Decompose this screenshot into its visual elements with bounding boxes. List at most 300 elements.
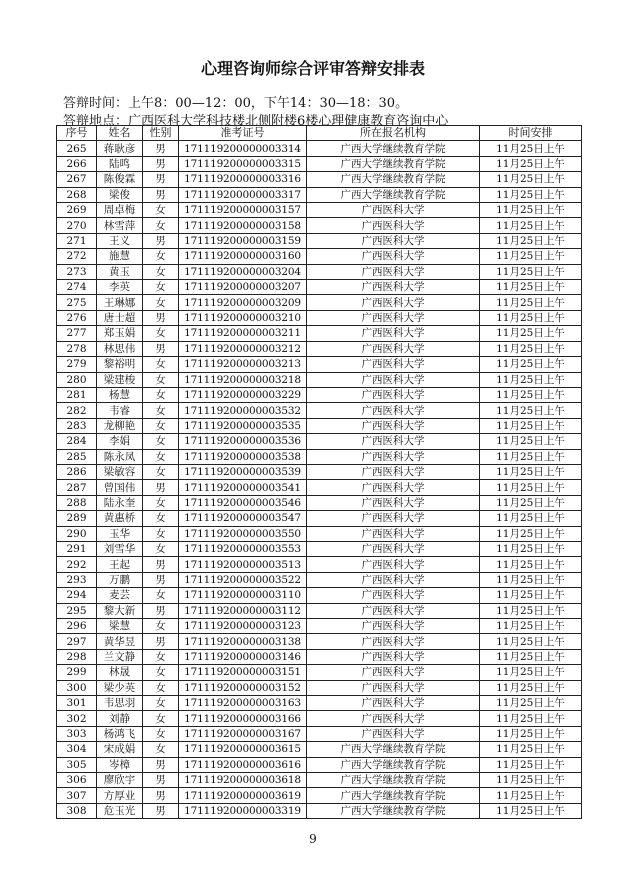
cell-institution: 广西医科大学 [307,449,480,464]
cell-schedule: 11月25日上午 [480,572,582,587]
table-row [57,418,582,433]
cell-schedule: 11月25日上午 [480,449,582,464]
cell-schedule: 11月25日上午 [480,588,582,603]
cell-exam-id: 171119200000003210 [179,310,307,325]
cell-gender: 女 [143,742,179,757]
cell-gender: 女 [143,264,179,279]
cell-seq: 272 [57,249,97,264]
cell-seq: 298 [57,649,97,664]
cell-seq: 279 [57,357,97,372]
cell-seq: 291 [57,541,97,556]
cell-name: 黄惠桥 [97,511,143,526]
cell-institution: 广西医科大学 [307,665,480,680]
cell-schedule: 11月25日上午 [480,480,582,495]
cell-gender: 女 [143,495,179,510]
cell-seq: 296 [57,619,97,634]
cell-seq: 305 [57,757,97,772]
cell-name: 龙柳艳 [97,418,143,433]
table-header-row [57,126,582,141]
table-body [57,141,582,819]
cell-exam-id: 171119200000003159 [179,233,307,248]
cell-seq: 308 [57,803,97,818]
cell-institution: 广西医科大学 [307,434,480,449]
cell-exam-id: 171119200000003110 [179,588,307,603]
table-row [57,203,582,218]
cell-name: 梁俊 [97,187,143,202]
cell-exam-id: 171119200000003211 [179,326,307,341]
cell-name: 唐士超 [97,310,143,325]
cell-institution: 广西医科大学 [307,418,480,433]
table-row [57,187,582,202]
cell-seq: 294 [57,588,97,603]
cell-seq: 301 [57,696,97,711]
cell-institution: 广西医科大学 [307,680,480,695]
cell-schedule: 11月25日上午 [480,418,582,433]
cell-gender: 女 [143,203,179,218]
cell-schedule: 11月25日上午 [480,634,582,649]
cell-gender: 女 [143,696,179,711]
cell-gender: 女 [143,218,179,233]
cell-institution: 广西大学继续教育学院 [307,803,480,818]
cell-gender: 男 [143,788,179,803]
cell-gender: 女 [143,541,179,556]
cell-exam-id: 171119200000003160 [179,249,307,264]
cell-seq: 286 [57,464,97,479]
page-title: 心理咨询师综合评审答辩安排表 [200,59,425,78]
cell-schedule: 11月25日上午 [480,665,582,680]
cell-institution: 广西医科大学 [307,557,480,572]
cell-name: 陆永奎 [97,495,143,510]
cell-exam-id: 171119200000003229 [179,387,307,402]
table-row [57,557,582,572]
cell-exam-id: 171119200000003207 [179,280,307,295]
cell-schedule: 11月25日上午 [480,757,582,772]
table-row [57,495,582,510]
cell-gender: 男 [143,233,179,248]
cell-schedule: 11月25日上午 [480,803,582,818]
schedule-table [56,125,582,819]
cell-institution: 广西医科大学 [307,572,480,587]
cell-schedule: 11月25日上午 [480,357,582,372]
cell-schedule: 11月25日上午 [480,203,582,218]
cell-exam-id: 171119200000003316 [179,172,307,187]
cell-exam-id: 171119200000003538 [179,449,307,464]
cell-schedule: 11月25日上午 [480,403,582,418]
table-row [57,464,582,479]
cell-gender: 女 [143,357,179,372]
table-row [57,156,582,171]
table-row [57,742,582,757]
cell-name: 刘静 [97,711,143,726]
cell-institution: 广西医科大学 [307,233,480,248]
cell-exam-id: 171119200000003319 [179,803,307,818]
cell-gender: 女 [143,649,179,664]
cell-name: 韦思羽 [97,696,143,711]
table-row [57,649,582,664]
cell-institution: 广西大学继续教育学院 [307,773,480,788]
cell-gender: 女 [143,588,179,603]
cell-seq: 271 [57,233,97,248]
cell-name: 梁慧 [97,619,143,634]
cell-schedule: 11月25日上午 [480,218,582,233]
cell-exam-id: 171119200000003616 [179,757,307,772]
cell-schedule: 11月25日上午 [480,788,582,803]
cell-schedule: 11月25日上午 [480,619,582,634]
cell-institution: 广西医科大学 [307,403,480,418]
cell-schedule: 11月25日上午 [480,280,582,295]
cell-exam-id: 171119200000003522 [179,572,307,587]
cell-seq: 304 [57,742,97,757]
header-exam-id: 准考证号 [179,126,307,141]
cell-institution: 广西医科大学 [307,711,480,726]
cell-gender: 女 [143,280,179,295]
cell-exam-id: 171119200000003535 [179,418,307,433]
cell-institution: 广西医科大学 [307,649,480,664]
cell-exam-id: 171119200000003539 [179,464,307,479]
cell-gender: 女 [143,711,179,726]
header-name: 姓名 [97,126,143,141]
cell-schedule: 11月25日上午 [480,434,582,449]
cell-seq: 278 [57,341,97,356]
cell-institution: 广西医科大学 [307,326,480,341]
cell-institution: 广西医科大学 [307,726,480,741]
cell-exam-id: 171119200000003547 [179,511,307,526]
cell-seq: 265 [57,141,97,156]
table-row [57,434,582,449]
table-row [57,680,582,695]
cell-exam-id: 171119200000003209 [179,295,307,310]
cell-gender: 女 [143,295,179,310]
cell-gender: 男 [143,757,179,772]
cell-schedule: 11月25日上午 [480,310,582,325]
table-row [57,403,582,418]
cell-seq: 290 [57,526,97,541]
cell-name: 曾国伟 [97,480,143,495]
header-seq: 序号 [57,126,97,141]
cell-institution: 广西大学继续教育学院 [307,156,480,171]
cell-gender: 女 [143,680,179,695]
cell-seq: 287 [57,480,97,495]
cell-seq: 285 [57,449,97,464]
defense-location-line: 答辩地点：广西医科大学科技楼北侧附楼6楼心理健康教育咨询中心 [63,114,449,129]
cell-exam-id: 171119200000003212 [179,341,307,356]
table-row [57,526,582,541]
cell-institution: 广西医科大学 [307,526,480,541]
table-row [57,357,582,372]
table-row [57,295,582,310]
table-row [57,665,582,680]
cell-institution: 广西医科大学 [307,203,480,218]
cell-exam-id: 171119200000003163 [179,696,307,711]
table-row [57,603,582,618]
cell-seq: 297 [57,634,97,649]
cell-schedule: 11月25日上午 [480,726,582,741]
cell-gender: 男 [143,634,179,649]
cell-schedule: 11月25日上午 [480,156,582,171]
table-row [57,726,582,741]
cell-schedule: 11月25日上午 [480,541,582,556]
cell-name: 梁少英 [97,680,143,695]
cell-name: 麦芸 [97,588,143,603]
cell-schedule: 11月25日上午 [480,526,582,541]
table-row [57,480,582,495]
cell-name: 黎裕明 [97,357,143,372]
cell-institution: 广西医科大学 [307,541,480,556]
cell-institution: 广西大学继续教育学院 [307,172,480,187]
cell-seq: 275 [57,295,97,310]
cell-schedule: 11月25日上午 [480,742,582,757]
table-row [57,788,582,803]
page-number: 9 [309,832,317,846]
cell-seq: 274 [57,280,97,295]
cell-name: 李娟 [97,434,143,449]
cell-exam-id: 171119200000003532 [179,403,307,418]
cell-gender: 男 [143,341,179,356]
cell-gender: 女 [143,418,179,433]
cell-gender: 男 [143,603,179,618]
cell-gender: 女 [143,511,179,526]
cell-exam-id: 171119200000003513 [179,557,307,572]
table-row [57,280,582,295]
cell-name: 黎大新 [97,603,143,618]
cell-schedule: 11月25日上午 [480,187,582,202]
table-row [57,449,582,464]
cell-institution: 广西医科大学 [307,480,480,495]
cell-institution: 广西医科大学 [307,218,480,233]
cell-institution: 广西医科大学 [307,341,480,356]
cell-seq: 276 [57,310,97,325]
cell-gender: 女 [143,665,179,680]
cell-name: 周卓梅 [97,203,143,218]
cell-institution: 广西大学继续教育学院 [307,141,480,156]
table-row [57,249,582,264]
cell-schedule: 11月25日上午 [480,696,582,711]
table-row [57,341,582,356]
cell-exam-id: 171119200000003167 [179,726,307,741]
header-schedule: 时间安排 [480,126,582,141]
cell-name: 杨慧 [97,387,143,402]
header-gender: 性别 [143,126,179,141]
table-row [57,372,582,387]
cell-seq: 270 [57,218,97,233]
cell-seq: 307 [57,788,97,803]
table-row [57,757,582,772]
cell-name: 杨鸿飞 [97,726,143,741]
cell-schedule: 11月25日上午 [480,172,582,187]
cell-gender: 男 [143,310,179,325]
cell-name: 郑玉娟 [97,326,143,341]
cell-schedule: 11月25日上午 [480,387,582,402]
cell-institution: 广西医科大学 [307,511,480,526]
cell-name: 玉华 [97,526,143,541]
cell-gender: 男 [143,557,179,572]
table-row [57,326,582,341]
cell-gender: 女 [143,326,179,341]
cell-gender: 女 [143,387,179,402]
cell-institution: 广西医科大学 [307,634,480,649]
cell-institution: 广西大学继续教育学院 [307,788,480,803]
cell-seq: 266 [57,156,97,171]
cell-seq: 280 [57,372,97,387]
cell-name: 黄玉 [97,264,143,279]
table-row [57,387,582,402]
cell-seq: 295 [57,603,97,618]
cell-schedule: 11月25日上午 [480,249,582,264]
cell-schedule: 11月25日上午 [480,773,582,788]
cell-exam-id: 171119200000003615 [179,742,307,757]
table-row [57,541,582,556]
cell-seq: 288 [57,495,97,510]
header-institution: 所在报名机构 [307,126,480,141]
cell-name: 林思伟 [97,341,143,356]
cell-seq: 284 [57,434,97,449]
cell-gender: 女 [143,372,179,387]
cell-name: 刘雪华 [97,541,143,556]
cell-institution: 广西医科大学 [307,464,480,479]
cell-gender: 女 [143,249,179,264]
cell-institution: 广西医科大学 [307,619,480,634]
table-row [57,696,582,711]
table-row [57,511,582,526]
cell-gender: 男 [143,172,179,187]
cell-schedule: 11月25日上午 [480,495,582,510]
cell-name: 岑樟 [97,757,143,772]
cell-gender: 男 [143,187,179,202]
cell-exam-id: 171119200000003166 [179,711,307,726]
cell-exam-id: 171119200000003618 [179,773,307,788]
cell-name: 王琳娜 [97,295,143,310]
cell-exam-id: 171119200000003112 [179,603,307,618]
cell-exam-id: 171119200000003315 [179,156,307,171]
table-row [57,588,582,603]
cell-name: 廖欣宇 [97,773,143,788]
table-row [57,619,582,634]
cell-name: 林雪萍 [97,218,143,233]
cell-gender: 女 [143,403,179,418]
cell-seq: 269 [57,203,97,218]
cell-exam-id: 171119200000003218 [179,372,307,387]
cell-institution: 广西医科大学 [307,603,480,618]
cell-institution: 广西医科大学 [307,357,480,372]
cell-schedule: 11月25日上午 [480,372,582,387]
cell-schedule: 11月25日上午 [480,326,582,341]
cell-name: 韦睿 [97,403,143,418]
cell-institution: 广西医科大学 [307,387,480,402]
cell-schedule: 11月25日上午 [480,680,582,695]
cell-gender: 女 [143,449,179,464]
table-row [57,310,582,325]
cell-exam-id: 171119200000003619 [179,788,307,803]
cell-gender: 男 [143,141,179,156]
cell-seq: 267 [57,172,97,187]
cell-seq: 300 [57,680,97,695]
cell-gender: 女 [143,726,179,741]
cell-seq: 299 [57,665,97,680]
cell-gender: 男 [143,803,179,818]
cell-exam-id: 171119200000003546 [179,495,307,510]
cell-institution: 广西医科大学 [307,249,480,264]
defense-time-line: 答辩时间：上午8：00—12：00，下午14：30—18：30。 [63,96,409,111]
cell-seq: 306 [57,773,97,788]
cell-seq: 281 [57,387,97,402]
cell-schedule: 11月25日上午 [480,141,582,156]
cell-exam-id: 171119200000003314 [179,141,307,156]
cell-exam-id: 171119200000003123 [179,619,307,634]
cell-exam-id: 171119200000003550 [179,526,307,541]
cell-seq: 277 [57,326,97,341]
cell-schedule: 11月25日上午 [480,464,582,479]
table-row [57,803,582,818]
cell-name: 梁敏容 [97,464,143,479]
cell-seq: 273 [57,264,97,279]
cell-name: 黄华昱 [97,634,143,649]
cell-schedule: 11月25日上午 [480,233,582,248]
cell-gender: 女 [143,434,179,449]
cell-institution: 广西医科大学 [307,295,480,310]
cell-gender: 男 [143,572,179,587]
cell-name: 蒋耿彦 [97,141,143,156]
cell-institution: 广西大学继续教育学院 [307,742,480,757]
cell-name: 林晟 [97,665,143,680]
cell-exam-id: 171119200000003152 [179,680,307,695]
table-row [57,172,582,187]
cell-schedule: 11月25日上午 [480,295,582,310]
cell-name: 王起 [97,557,143,572]
cell-seq: 303 [57,726,97,741]
table-row [57,572,582,587]
cell-exam-id: 171119200000003213 [179,357,307,372]
cell-exam-id: 171119200000003157 [179,203,307,218]
cell-name: 陈永凤 [97,449,143,464]
cell-seq: 292 [57,557,97,572]
cell-name: 梁建梭 [97,372,143,387]
cell-seq: 289 [57,511,97,526]
table-row [57,634,582,649]
cell-institution: 广西医科大学 [307,588,480,603]
cell-exam-id: 171119200000003151 [179,665,307,680]
cell-name: 李英 [97,280,143,295]
cell-schedule: 11月25日上午 [480,341,582,356]
cell-exam-id: 171119200000003204 [179,264,307,279]
cell-gender: 男 [143,156,179,171]
cell-exam-id: 171119200000003553 [179,541,307,556]
table-row [57,773,582,788]
cell-schedule: 11月25日上午 [480,511,582,526]
cell-name: 兰文静 [97,649,143,664]
cell-gender: 女 [143,464,179,479]
cell-institution: 广西大学继续教育学院 [307,757,480,772]
cell-seq: 293 [57,572,97,587]
cell-name: 宋成娟 [97,742,143,757]
cell-name: 王义 [97,233,143,248]
table-row [57,711,582,726]
cell-institution: 广西医科大学 [307,310,480,325]
cell-institution: 广西大学继续教育学院 [307,187,480,202]
table-row [57,264,582,279]
cell-name: 万鹏 [97,572,143,587]
cell-exam-id: 171119200000003138 [179,634,307,649]
table-row [57,218,582,233]
cell-gender: 女 [143,619,179,634]
cell-exam-id: 171119200000003158 [179,218,307,233]
cell-seq: 268 [57,187,97,202]
cell-gender: 女 [143,526,179,541]
cell-gender: 男 [143,773,179,788]
cell-schedule: 11月25日上午 [480,603,582,618]
cell-exam-id: 171119200000003317 [179,187,307,202]
cell-schedule: 11月25日上午 [480,264,582,279]
cell-seq: 283 [57,418,97,433]
